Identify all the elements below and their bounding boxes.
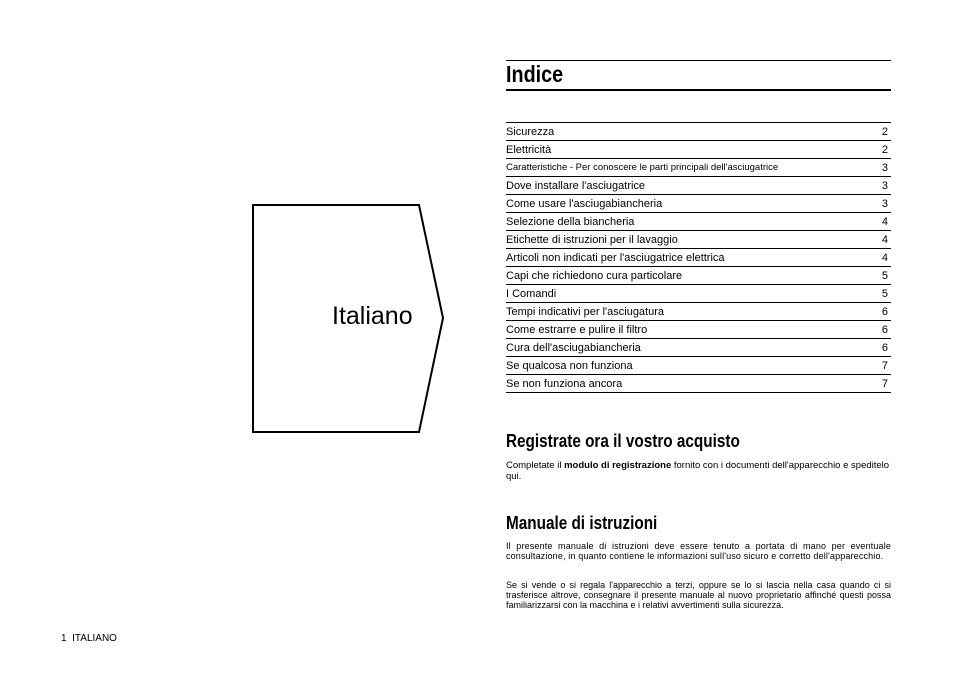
toc-entry-page: 3 [881,180,888,192]
toc-row [506,158,891,176]
toc-entry-page: 7 [881,378,888,390]
manual-paragraph-1: Il presente manuale di istruzioni deve essere tenuto a portata di mano per eventuale consultazione, in quanto contiene le informazioni sull'uso sicuro e corretto dell'apparecchio. [506,541,891,561]
toc-entry-page: 4 [881,216,888,228]
toc-entry-page: 4 [881,252,888,264]
toc-entry-page: 3 [881,162,888,174]
toc-row [506,320,891,338]
register-text: Completate il modulo di registrazione fornito con i documenti dell'apparecchio e speditelo qui. [506,460,890,482]
toc-entry-label: Etichette di istruzioni per il lavaggio [506,234,678,246]
toc-row [506,284,891,302]
toc-row [506,266,891,284]
manual-heading: Manuale di istruzioni [506,513,658,533]
toc-entry-label: Elettricità [506,144,552,156]
toc-entry-page: 2 [881,144,888,156]
toc-entry-label: Caratteristiche - Per conoscere le parti principali dell'asciugatrice [506,162,779,173]
toc-entry-label: Capi che richiedono cura particolare [506,270,683,282]
toc-entry-page: 2 [881,126,888,138]
toc-entry-page: 6 [881,324,888,336]
title-bottom-rule [506,89,891,91]
page-number: 1 [61,633,67,644]
toc-entry-page: 7 [881,360,888,372]
toc-row [506,122,891,140]
toc-entry-label: Articoli non indicati per l'asciugatrice elettrica [506,252,725,264]
register-heading: Registrate ora il vostro acquisto [506,431,740,451]
toc-entry-label: Se qualcosa non funziona [506,360,633,372]
toc-row [506,230,891,248]
toc-row [506,248,891,266]
toc-entry-page: 6 [881,342,888,354]
toc-entry-page: 6 [881,306,888,318]
toc-entry-label: Sicurezza [506,126,555,138]
toc-entry-label: Come estrarre e pulire il filtro [506,324,648,336]
toc-row [506,194,891,212]
table-of-contents [506,122,891,393]
toc-entry-label: Tempi indicativi per l'asciugatura [506,306,665,318]
toc-entry-label: Come usare l'asciugabiancheria [506,198,663,210]
footer-language: ITALIANO [72,633,117,644]
language-tab-label: Italiano [332,302,413,330]
toc-row [506,212,891,230]
toc-entry-label: Cura dell'asciugabiancheria [506,342,641,354]
toc-entry-label: Dove installare l'asciugatrice [506,180,646,192]
title-top-rule [506,60,891,61]
toc-row [506,176,891,194]
toc-row [506,356,891,374]
page-footer [61,633,117,644]
toc-row [506,374,891,393]
toc-entry-label: I Comandi [506,288,557,300]
toc-entry-page: 3 [881,198,888,210]
toc-entry-label: Selezione della biancheria [506,216,635,228]
toc-title: Indice [506,61,564,87]
toc-entry-page: 4 [881,234,888,246]
toc-entry-page: 5 [881,270,888,282]
toc-row [506,338,891,356]
toc-entry-page: 5 [881,288,888,300]
toc-row [506,302,891,320]
manual-paragraph-2: Se si vende o si regala l'apparecchio a terzi, oppure se lo si lascia nella casa quando ci si trasferisce altrove, consegnare il presente manuale al nuovo proprietario affinché questi possa familiarizzarsi con la macchina e i relativi avvertimenti sulla sicurezza. [506,580,891,610]
toc-row [506,140,891,158]
toc-entry-label: Se non funziona ancora [506,378,623,390]
